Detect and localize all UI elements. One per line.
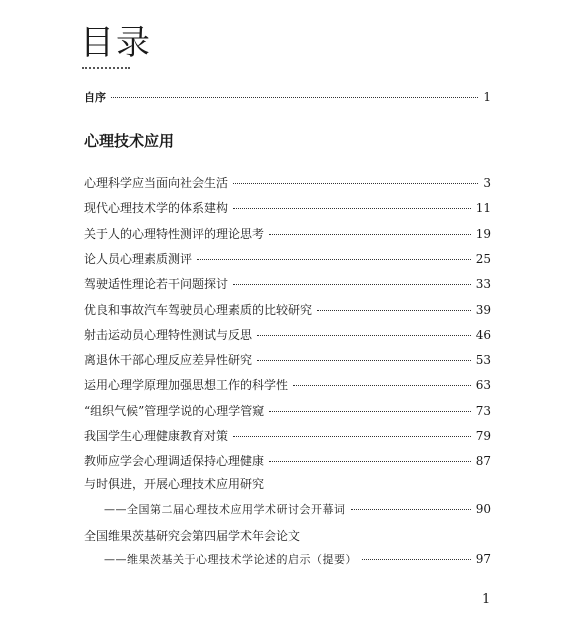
dot-leader [233, 436, 471, 437]
toc-entry-label: 心理科学应当面向社会生活 [84, 176, 229, 190]
toc-entry[interactable] [84, 276, 491, 292]
dot-leader [269, 461, 471, 462]
dot-leader [293, 385, 471, 386]
dot-leader [269, 411, 470, 412]
toc-entry[interactable] [84, 200, 491, 216]
section-heading: 心理技术应用 [84, 132, 175, 150]
toc-entry-page: 53 [475, 353, 491, 367]
page-title: 目录 [80, 23, 152, 63]
dot-leader [233, 183, 478, 184]
toc-entry[interactable] [84, 327, 491, 343]
toc-entry-label: 自序 [84, 91, 106, 104]
dot-leader [269, 234, 471, 235]
toc-entry-subtitle-row[interactable] [84, 501, 491, 518]
toc-entry[interactable] [84, 403, 491, 419]
toc-entry[interactable] [84, 251, 491, 267]
toc-entry-page: 3 [483, 176, 491, 190]
toc-entry-label: 射击运动员心理特性测试与反思 [84, 328, 253, 342]
toc-entry-page: 97 [475, 552, 491, 566]
toc-entry[interactable] [84, 226, 491, 242]
title-underline [82, 67, 130, 69]
toc-entry-page: 79 [475, 429, 491, 443]
toc-entry-page: 46 [475, 328, 491, 342]
toc-entry[interactable] [84, 302, 491, 318]
toc-entry-label: 我国学生心理健康教育对策 [84, 429, 229, 443]
toc-entry[interactable] [84, 428, 491, 444]
toc-entry-title[interactable]: 与时俱进，开展心理技术应用研究 [84, 477, 265, 491]
dot-leader [351, 509, 471, 510]
dot-leader [233, 208, 471, 209]
toc-entry-preface[interactable] [84, 89, 491, 106]
toc-entry-label: ——全国第二届心理技术应用学术研讨会开幕词 [104, 503, 346, 516]
toc-entry-page: 19 [475, 227, 491, 241]
dot-leader [233, 284, 471, 285]
toc-entry-page: 87 [475, 454, 491, 468]
toc-entry-label: 运用心理学原理加强思想工作的科学性 [84, 378, 289, 392]
toc-entry-label: ——维果茨基关于心理技术学论述的启示（提要） [104, 553, 357, 566]
toc-entry-label: 关于人的心理特性测评的理论思考 [84, 227, 265, 241]
toc-entry-page: 39 [475, 303, 491, 317]
dot-leader [197, 259, 471, 260]
dot-leader [257, 360, 471, 361]
toc-entry[interactable] [84, 175, 491, 191]
toc-entry-page: 73 [475, 404, 491, 418]
dot-leader [257, 335, 471, 336]
toc-entry-page: 33 [475, 277, 491, 291]
toc-entry[interactable] [84, 352, 491, 368]
toc-entry-page: 1 [483, 90, 491, 104]
toc-entry-label: 论人员心理素质测评 [84, 252, 193, 266]
toc-entry-label: 离退休干部心理反应差异性研究 [84, 353, 253, 367]
toc-entry-page: 25 [475, 252, 491, 266]
toc-entry[interactable] [84, 453, 491, 469]
toc-entry-title[interactable]: 全国维果茨基研究会第四届学术年会论文 [84, 529, 301, 543]
dot-leader [111, 97, 478, 98]
toc-entry-subtitle-row[interactable] [84, 551, 491, 568]
toc-entry-page: 11 [475, 201, 491, 215]
dot-leader [362, 559, 471, 560]
toc-entry-label: 驾驶适性理论若干问题探讨 [84, 277, 229, 291]
toc-entry-label: 现代心理技术学的体系建构 [84, 201, 229, 215]
toc-entry-page: 63 [475, 378, 491, 392]
toc-entry-page: 90 [475, 502, 491, 516]
toc-entry-label: 优良和事故汽车驾驶员心理素质的比较研究 [84, 303, 313, 317]
dot-leader [317, 310, 471, 311]
page-number: 1 [482, 592, 491, 607]
toc-entry-label: “组织气候”管理学说的心理学管窥 [84, 404, 265, 418]
toc-entry[interactable] [84, 377, 491, 393]
toc-entry-label: 教师应学会心理调适保持心理健康 [84, 454, 265, 468]
